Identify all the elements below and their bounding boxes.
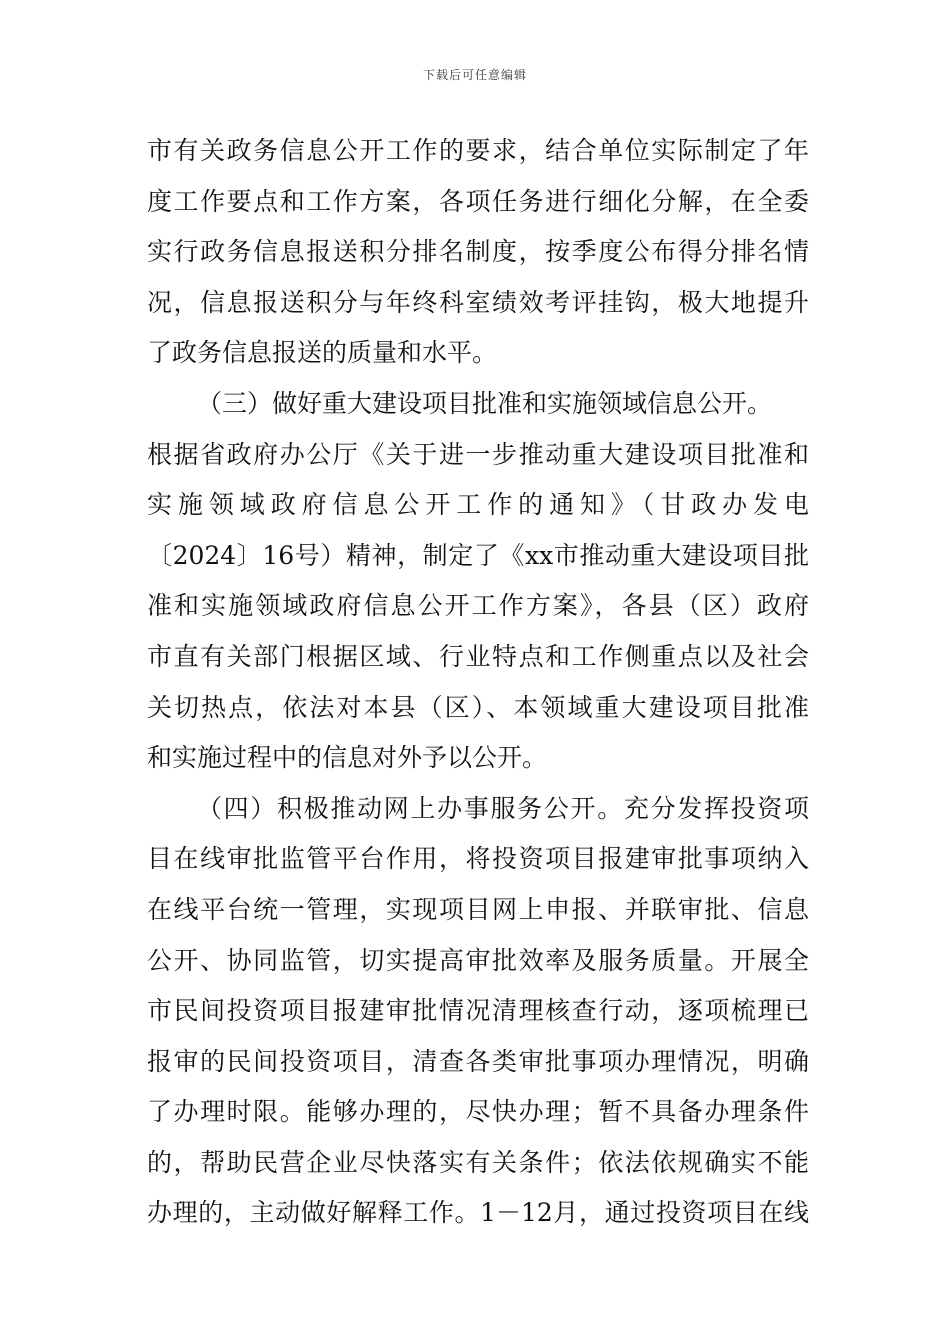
text-line: 的，帮助民营企业尽快落实有关条件；依法依规确实不能 xyxy=(147,1147,809,1177)
text-line: 市有关政务信息公开工作的要求，结合单位实际制定了年 xyxy=(147,136,809,165)
document-body xyxy=(147,126,809,1239)
text-line: 况，信息报送积分与年终科室绩效考评挂钩，极大地提升 xyxy=(147,287,809,317)
text-line: 和实施过程中的信息对外予以公开。 xyxy=(147,743,548,773)
section-heading-4: （四）积极推动网上办事服务公开。充分发挥投资项 xyxy=(197,793,809,823)
text-line: 目在线审批监管平台作用，将投资项目报建审批事项纳入 xyxy=(147,844,809,874)
page-header: 下载后可任意编辑 xyxy=(422,68,527,82)
text-line: 报审的民间投资项目，清查各类审批事项办理情况，明确 xyxy=(147,1046,809,1076)
text-line: 市直有关部门根据区域、行业特点和工作侧重点以及社会 xyxy=(147,641,809,671)
text-line: 根据省政府办公厅《关于进一步推动重大建设项目批准和 xyxy=(147,439,809,469)
text-line: 公开、协同监管，切实提高审批效率及服务质量。开展全 xyxy=(147,945,809,975)
text-line: 市民间投资项目报建审批情况清理核查行动，逐项梳理已 xyxy=(147,996,809,1026)
text-line: 了办理时限。能够办理的，尽快办理；暂不具备办理条件 xyxy=(147,1097,809,1127)
text-line: 了政务信息报送的质量和水平。 xyxy=(147,338,498,368)
text-line: 关切热点，依法对本县（区）、本领域重大建设项目批准 xyxy=(147,692,809,722)
text-line: 〔2024〕16号）精神，制定了《xx市推动重大建设项目批 xyxy=(147,540,809,570)
text-line: 实行政务信息报送积分排名制度，按季度公布得分排名情 xyxy=(147,237,809,267)
text-line: 准和实施领域政府信息公开工作方案》，各县（区）政府 xyxy=(147,591,809,621)
text-line: 办理的，主动做好解释工作。1－12月，通过投资项目在线 xyxy=(147,1198,809,1228)
text-line: 在线平台统一管理，实现项目网上申报、并联审批、信息 xyxy=(147,894,809,924)
text-line: 度工作要点和工作方案，各项任务进行细化分解，在全委 xyxy=(147,186,809,216)
section-heading-3: （三）做好重大建设项目批准和实施领域信息公开。 xyxy=(197,388,773,418)
text-line: 实施领域政府信息公开工作的通知》（甘政办发电 xyxy=(147,490,809,520)
